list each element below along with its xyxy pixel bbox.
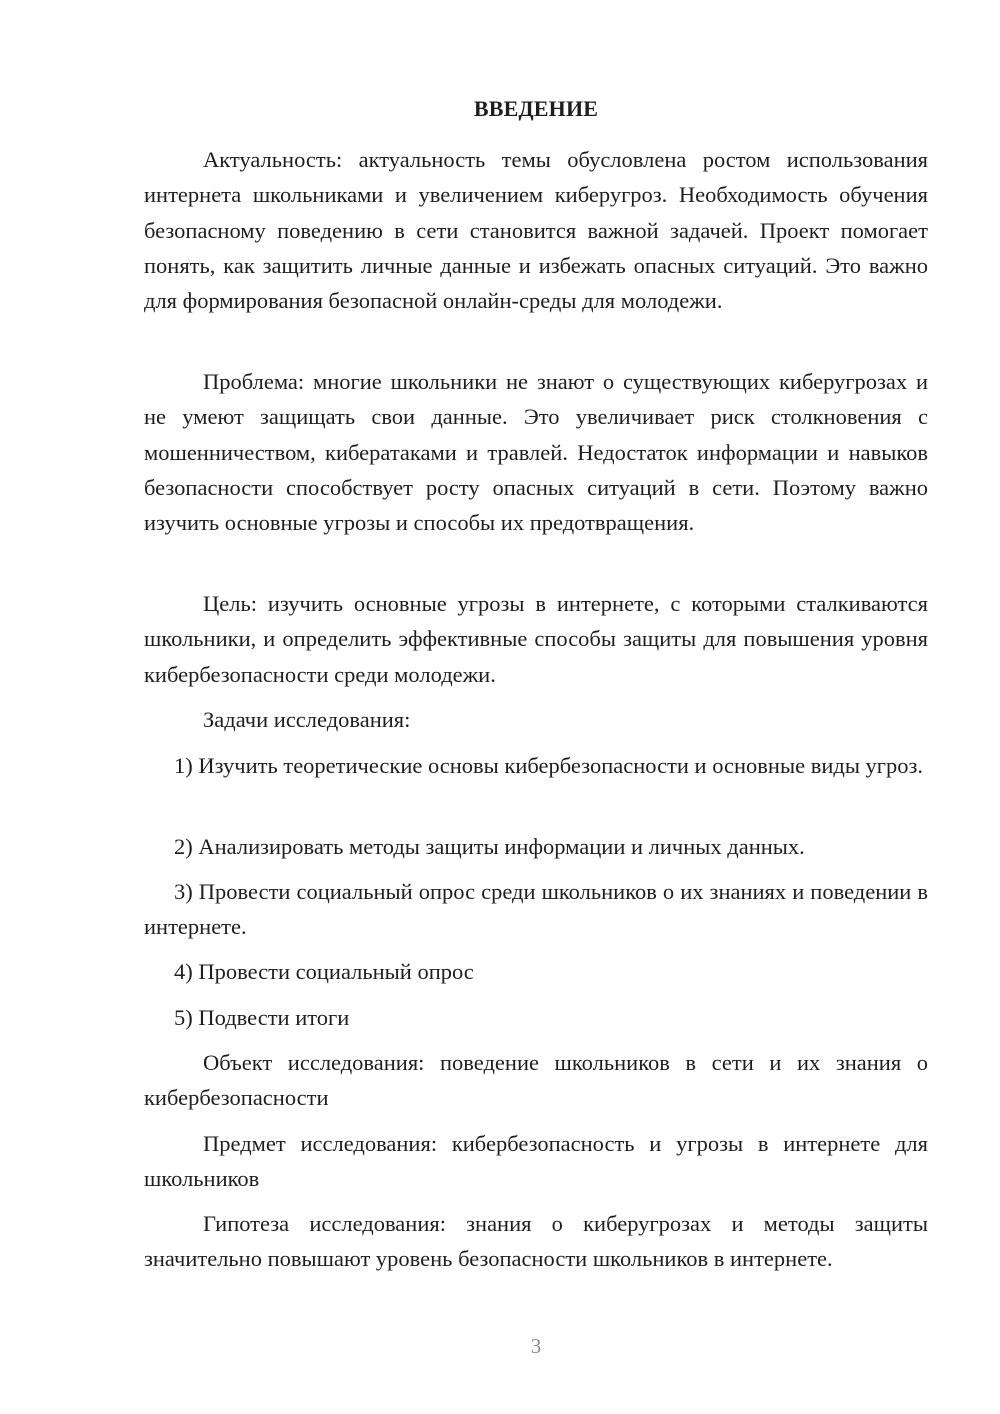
paragraph-hypothesis: Гипотеза исследования: знания о киберугрозах и методы защиты значительно повышают уровень безопасности школьников в интернете. — [144, 1211, 928, 1272]
task-item-3: 3) Провести социальный опрос среди школьников о их знаниях и поведении в интернете. — [144, 879, 928, 940]
task-item-4: 4) Провести социальный опрос — [174, 959, 474, 984]
section-heading: ВВЕДЕНИЕ — [473, 96, 599, 121]
paragraph-problem: Проблема: многие школьники не знают о существующих киберугрозах и не умеют защищать свои данные. Это увеличивает риск столкновения с мошенничеством, кибератаками и травлей. Недостаток информации и навыков безопасности способствует росту опасных ситуаций в сети. Поэтому важно изучить основные угрозы и способы их предотвращения. — [144, 369, 928, 536]
task-item-5: 5) Подвести итоги — [174, 1005, 350, 1030]
paragraph-relevance: Актуальность: актуальность темы обусловлена ростом использования интернета школьниками и увеличением киберугроз. Необходимость обучения безопасному поведению в сети становится важной задачей. Проект помогает понять, как защитить личные данные и избежать опасных ситуаций. Это важно для формирования безопасной онлайн-среды для молодежи. — [144, 147, 928, 314]
paragraph-subject: Предмет исследования: кибербезопасность и угрозы в интернете для школьников — [144, 1131, 928, 1192]
task-item-2: 2) Анализировать методы защиты информации и личных данных. — [174, 834, 805, 859]
tasks-title: Задачи исследования: — [203, 707, 411, 732]
task-item-1: 1) Изучить теоретические основы кибербезопасности и основные виды угроз. — [174, 753, 924, 778]
page-number: 3 — [530, 1334, 542, 1358]
paragraph-goal: Цель: изучить основные угрозы в интернете, с которыми сталкиваются школьники, и определить эффективные способы защиты для повышения уровня кибербезопасности среди молодежи. — [144, 591, 928, 687]
paragraph-object: Объект исследования: поведение школьников в сети и их знания о кибербезопасности — [144, 1050, 928, 1111]
